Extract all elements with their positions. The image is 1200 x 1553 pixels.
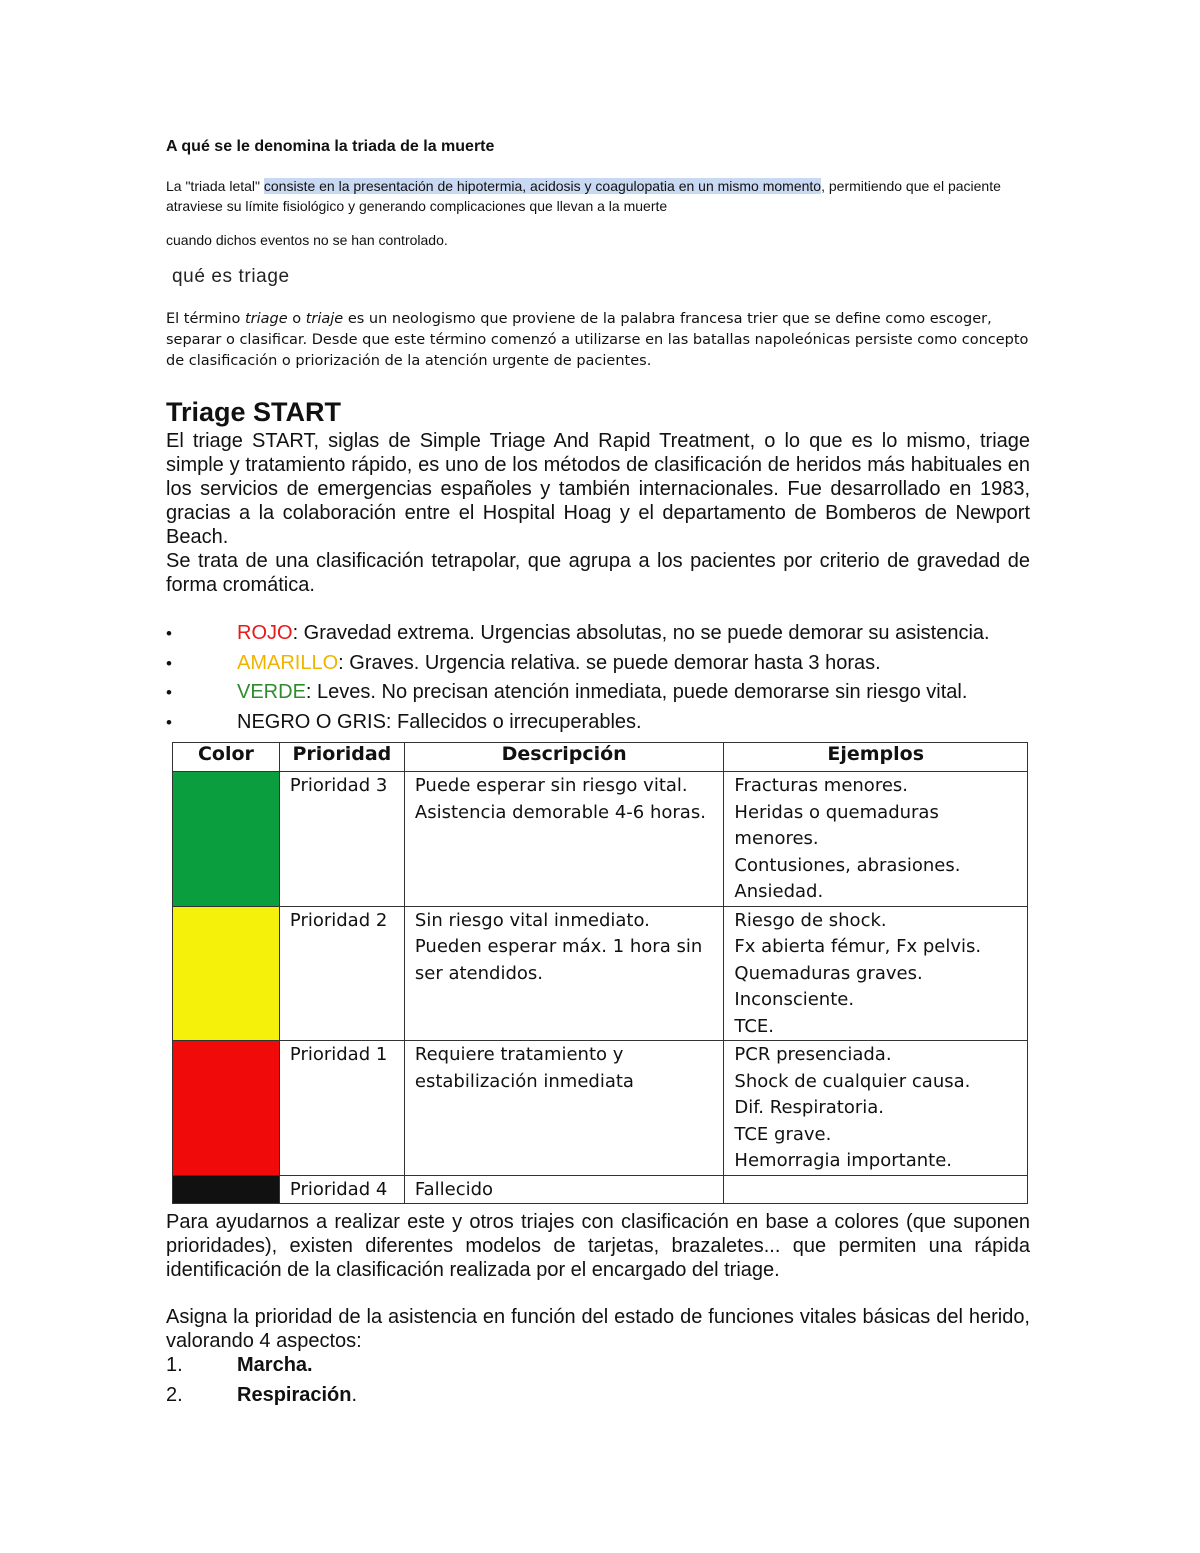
start-paragraph-1: El triage START, siglas de Simple Triage And Rapid Treatment, o lo que es lo mismo, triage simple y tratamiento rápido, es uno de los métodos de clasificación de heridos más habituales en los servicios de emergencias españoles y también internacionales. Fue desarrollado en 1983, gracias a la colaboración entre el Hospital Hoag y el departamento de Bomberos de Newport Beach. [166,430,1030,548]
example-item: PCR presenciada. [734,1044,892,1065]
bullet-label: ROJO [237,622,293,644]
examples-cell [724,906,1028,1041]
def-term-triage: triage [244,311,288,327]
example-item: Shock de cualquier causa. [734,1070,971,1092]
bullet-icon: • [166,683,172,702]
header-descripcion: Descripción [404,743,724,772]
bullet-label: NEGRO O GRIS [237,710,386,733]
header-color: Color [173,743,280,772]
paragraph-asigna [166,1305,1030,1353]
table-row [173,1175,1028,1204]
aspect-number: 1. [166,1354,183,1376]
bullet-label: AMARILLO [237,651,339,674]
aspect-suffix: . [351,1384,358,1406]
paragraph-triada [166,176,1046,216]
bullet-text: : Graves. Urgencia relativa. se puede demorar hasta 3 horas. [338,651,881,674]
description-cell: Requiere tratamiento y estabilización inmediata [404,1041,724,1176]
paragraph-triage-definition [166,309,1046,372]
table-header-row [173,743,1028,772]
color-swatch [173,1175,280,1204]
def-term-triaje: triaje [305,311,344,327]
examples-cell [724,1041,1028,1176]
table-row [173,1041,1028,1176]
bullet-text: : Leves. No precisan atención inmediata, puede demorarse sin riesgo vital. [305,681,968,703]
example-item: TCE grave. [734,1123,832,1145]
bullet-icon: • [166,653,172,673]
aspect-label: Respiración [237,1384,352,1406]
asigna-text: Asigna la prioridad de la asistencia en función del estado de funciones vitales básicas del herido, valorando 4 aspectos: [166,1306,1030,1352]
aspect-label: Marcha [237,1354,308,1376]
example-item: Inconsciente. [734,989,855,1010]
priority-cell: Prioridad 1 [279,1041,404,1176]
triada-rest: , permitiendo que el paciente atraviese su límite fisiológico y generando complicaciones que llevan a la muerte [166,178,1001,214]
header-prioridad: Prioridad [279,743,404,772]
start-paragraph-2: Se trata de una clasificación tetrapolar, que agrupa a los pacientes por criterio de gravedad de forma cromática. [166,550,1030,596]
example-item: Riesgo de shock. [734,909,887,931]
priority-cell: Prioridad 4 [279,1175,404,1204]
paragraph-triada-line2: cuando dichos eventos no se han controlado. [166,232,448,248]
def-text-a: El término [166,311,245,327]
color-swatch [173,1041,280,1176]
examples-cell [724,772,1028,907]
paragraph-start [166,429,1030,597]
example-item: TCE. [734,1015,775,1037]
paragraph-tarjetas [166,1210,1030,1282]
heading-triage-start: Triage START [166,397,342,427]
highlighted-text[interactable]: consiste en la presentación de hipotermia, acidosis y coagulopatia en un mismo momento [263,178,822,194]
bullet-label: VERDE [237,681,306,703]
example-item: Hemorragia importante. [734,1150,952,1171]
priority-cell: Prioridad 3 [279,772,404,907]
triage-table [172,742,1028,1204]
bullet-text: : Gravedad extrema. Urgencias absolutas, no se puede demorar su asistencia. [292,622,990,644]
header-ejemplos: Ejemplos [724,743,1028,772]
bullet-icon: • [166,712,172,732]
table-row [173,906,1028,1041]
heading-triada: A qué se le denomina la triada de la muerte [166,138,495,155]
examples-cell [724,1175,1028,1204]
tarjetas-text: Para ayudarnos a realizar este y otros triajes con clasificación en base a colores (que suponen prioridades), existen diferentes modelos de tarjetas, brazaletes... que permiten una rápida identificación de la clasificación realizada por el encargado del triage. [166,1211,1030,1281]
def-text-b: o [287,311,306,327]
bullet-text: : Fallecidos o irrecuperables. [385,710,642,733]
color-swatch [173,906,280,1041]
aspect-number: 2. [166,1384,183,1406]
description-cell: Puede esperar sin riesgo vital. Asistencia demorable 4-6 horas. [404,772,724,907]
example-item: Quemaduras graves. [734,962,923,984]
def-text-c: es un neologismo que proviene de la palabra francesa trier que se define como escoger, separar o clasificar. Desde que este término comenzó a utilizarse en las batallas napoleónicas persiste como concepto de clasificación o priorización de la atención urgente de pacientes. [166,311,1029,369]
example-item: Dif. Respiratoria. [734,1097,884,1118]
heading-triage: qué es triage [172,266,290,287]
example-item: Ansiedad. [734,881,824,902]
triada-intro: La "triada letal" [166,178,264,194]
example-item: Heridas o quemaduras menores. [734,801,939,849]
example-item: Fx abierta fémur, Fx pelvis. [734,936,982,957]
aspect-suffix: . [307,1354,313,1376]
description-cell: Fallecido [404,1175,724,1204]
description-cell: Sin riesgo vital inmediato. Pueden esperar máx. 1 hora sin ser atendidos. [404,906,724,1041]
table-row [173,772,1028,907]
color-swatch [173,772,280,907]
priority-cell: Prioridad 2 [279,906,404,1041]
example-item: Fracturas menores. [734,775,908,796]
example-item: Contusiones, abrasiones. [734,854,961,876]
bullet-icon: • [166,624,172,643]
